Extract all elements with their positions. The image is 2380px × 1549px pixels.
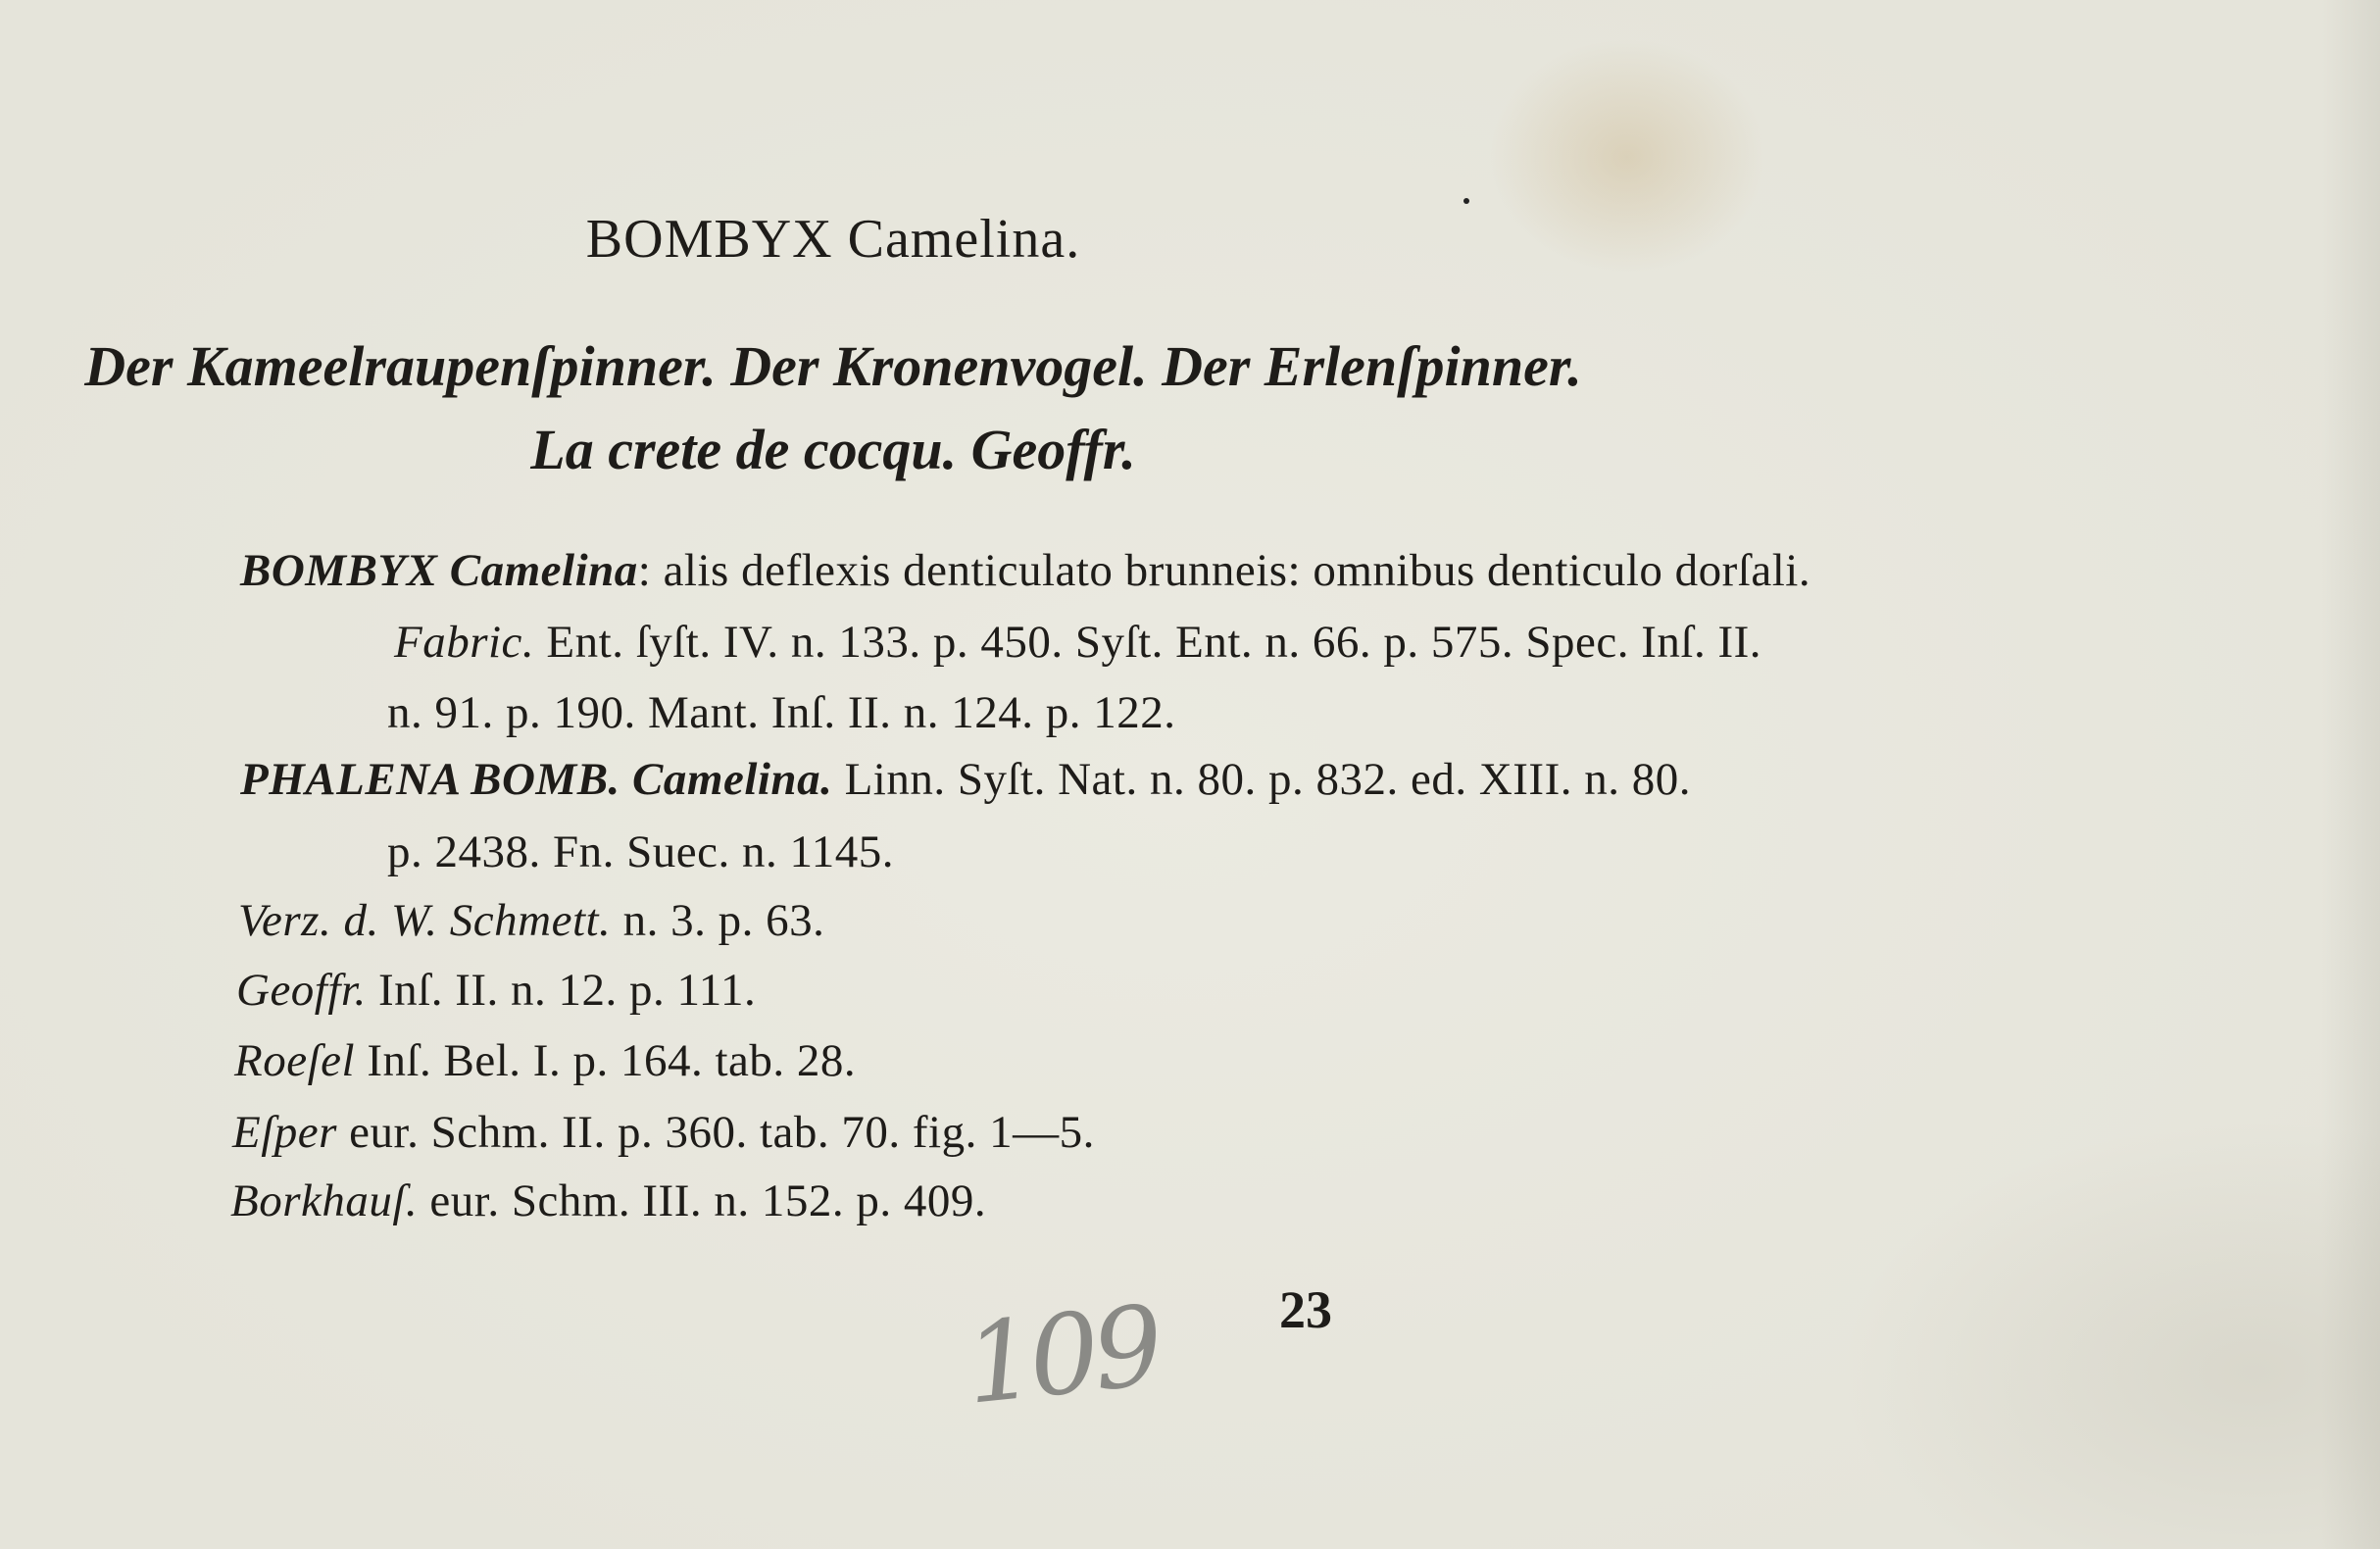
reference-line [240,753,1691,806]
reference-line [236,964,756,1017]
french-common-name: La crete de cocqu. Geoffr. [530,418,1136,481]
reference-text: p. 2438. Fn. Suec. n. 1145. [387,826,895,877]
page-edge-shadow [2321,0,2380,1549]
reference-line [232,1106,1095,1159]
reference-text: eur. Schm. II. p. 360. tab. 70. fig. 1—5. [336,1107,1095,1158]
reference-text: Linn. Syſt. Nat. n. 80. p. 832. ed. XIII. n. 80. [832,754,1691,805]
reference-text: Ent. ſyſt. IV. n. 133. p. 450. Syſt. Ent. n. 66. p. 575. Spec. Inſ. II. [534,617,1762,668]
page-number: 23 [1279,1280,1332,1339]
reference-text: eur. Schm. III. n. 152. p. 409. [418,1175,987,1226]
reference-author: Eſper [232,1107,337,1158]
reference-author: Roeſel [234,1035,356,1086]
reference-author: Borkhauſ. [230,1175,419,1226]
reference-line [394,616,1761,669]
reference-line [240,544,1810,597]
reference-author: Verz. d. W. Schmett. [238,895,612,946]
reference-text: : alis deflexis denticulato brunneis: omnibus denticulo dorſali. [637,545,1811,596]
reference-text: n. 91. p. 190. Mant. Inſ. II. n. 124. p. 122. [387,687,1176,738]
reference-author: Fabric. [394,617,535,668]
german-common-names: Der Kameelraupenſpinner. Der Kronenvogel. Der Erlenſpinner. [84,334,1582,398]
reference-text: n. 3. p. 63. [611,895,825,946]
reference-line [387,825,894,878]
reference-author: Geoffr. [236,965,367,1016]
reference-line [230,1174,986,1227]
reference-line [234,1034,856,1087]
reference-line [238,894,824,947]
pencil-annotation: 109 [959,1282,1165,1429]
reference-line [387,686,1175,739]
ink-speck [1463,198,1469,204]
reference-text: Inſ. II. n. 12. p. 111. [366,965,757,1016]
species-title: BOMBYX Camelina. [585,209,1081,270]
reference-text: Inſ. Bel. I. p. 164. tab. 28. [355,1035,857,1086]
reference-author: BOMBYX Camelina [240,545,638,596]
reference-author: PHALENA BOMB. Camelina. [240,754,833,805]
